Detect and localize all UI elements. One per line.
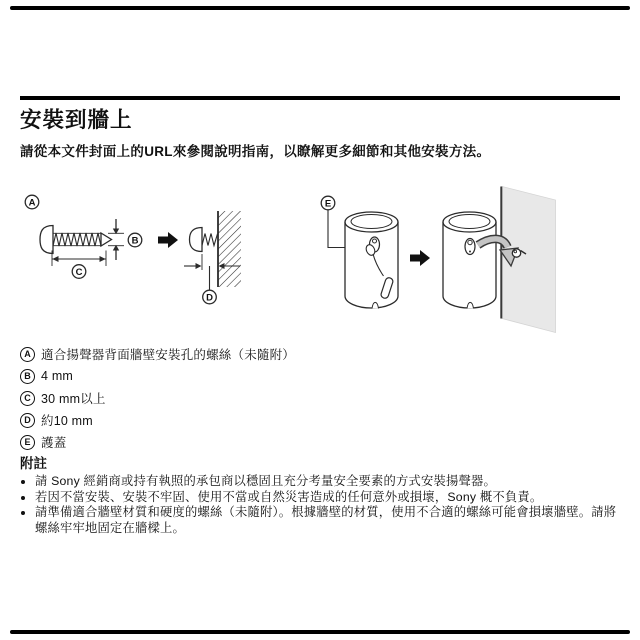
- callout-a-label: A: [28, 197, 36, 209]
- notes-section: [20, 474, 621, 536]
- page-divider-bottom: [10, 630, 630, 634]
- page-title: 安裝到牆上: [20, 108, 133, 132]
- note-item: • 若因不當安裝、安裝不牢固、使用不當或自然災害造成的任何意外或損壞，Sony 概不負責。: [35, 490, 621, 506]
- legend-text-b: 4 mm: [41, 369, 74, 383]
- legend-badge-d: D: [20, 413, 35, 428]
- legend-badge-c: C: [20, 391, 35, 406]
- screw-drawing: [40, 226, 112, 254]
- note-item: • 請 Sony 經銷商或持有執照的承包商以穩固且充分考量安全要素的方式安裝揚聲器。: [35, 474, 621, 490]
- page-divider-top: [10, 6, 630, 10]
- callout-c-label: C: [75, 266, 83, 278]
- section-rule: [20, 96, 620, 100]
- legend-badge-e: E: [20, 435, 35, 450]
- legend-text-e: 護蓋: [41, 436, 67, 450]
- screw-dimension-figure: [25, 195, 241, 304]
- speaker-mount-figure: [321, 187, 555, 333]
- wall-mount-diagram: [0, 185, 640, 345]
- arrow-right-icon: [410, 250, 430, 266]
- legend-row: [20, 409, 620, 431]
- legend-badge-b: B: [20, 369, 35, 384]
- arrow-right-icon: [158, 232, 178, 248]
- intro-text: 請從本文件封面上的URL來參閱說明指南，以瞭解更多細節和其他安裝方法。: [20, 144, 491, 159]
- legend-text-a: 適合揚聲器背面牆壁安裝孔的螺絲（未隨附）: [41, 348, 296, 362]
- legend-row: [20, 387, 620, 409]
- legend-text-c: 30 mm以上: [41, 392, 106, 406]
- note-item: • 請準備適合牆壁材質和硬度的螺絲（未隨附）。根據牆壁的材質，使用不合適的螺絲可能會損壞牆壁。請將螺絲牢牢地固定在牆樑上。: [35, 505, 621, 536]
- notes-heading: 附註: [20, 456, 47, 471]
- callout-e-label: E: [324, 198, 332, 210]
- speaker-rear-figure: [345, 212, 398, 308]
- legend-badge-a: A: [20, 347, 35, 362]
- legend-text-d: 約10 mm: [41, 414, 93, 428]
- callout-d-label: D: [206, 292, 213, 304]
- legend-row: [20, 343, 620, 365]
- dimension-c: [52, 251, 106, 279]
- figure-legend: [20, 343, 620, 453]
- wall-cross-section: [190, 211, 242, 287]
- speaker-hanging-figure: [443, 212, 496, 308]
- callout-b-label: B: [131, 235, 139, 247]
- legend-row: [20, 431, 620, 453]
- dimension-b: [108, 219, 142, 260]
- legend-row: [20, 365, 620, 387]
